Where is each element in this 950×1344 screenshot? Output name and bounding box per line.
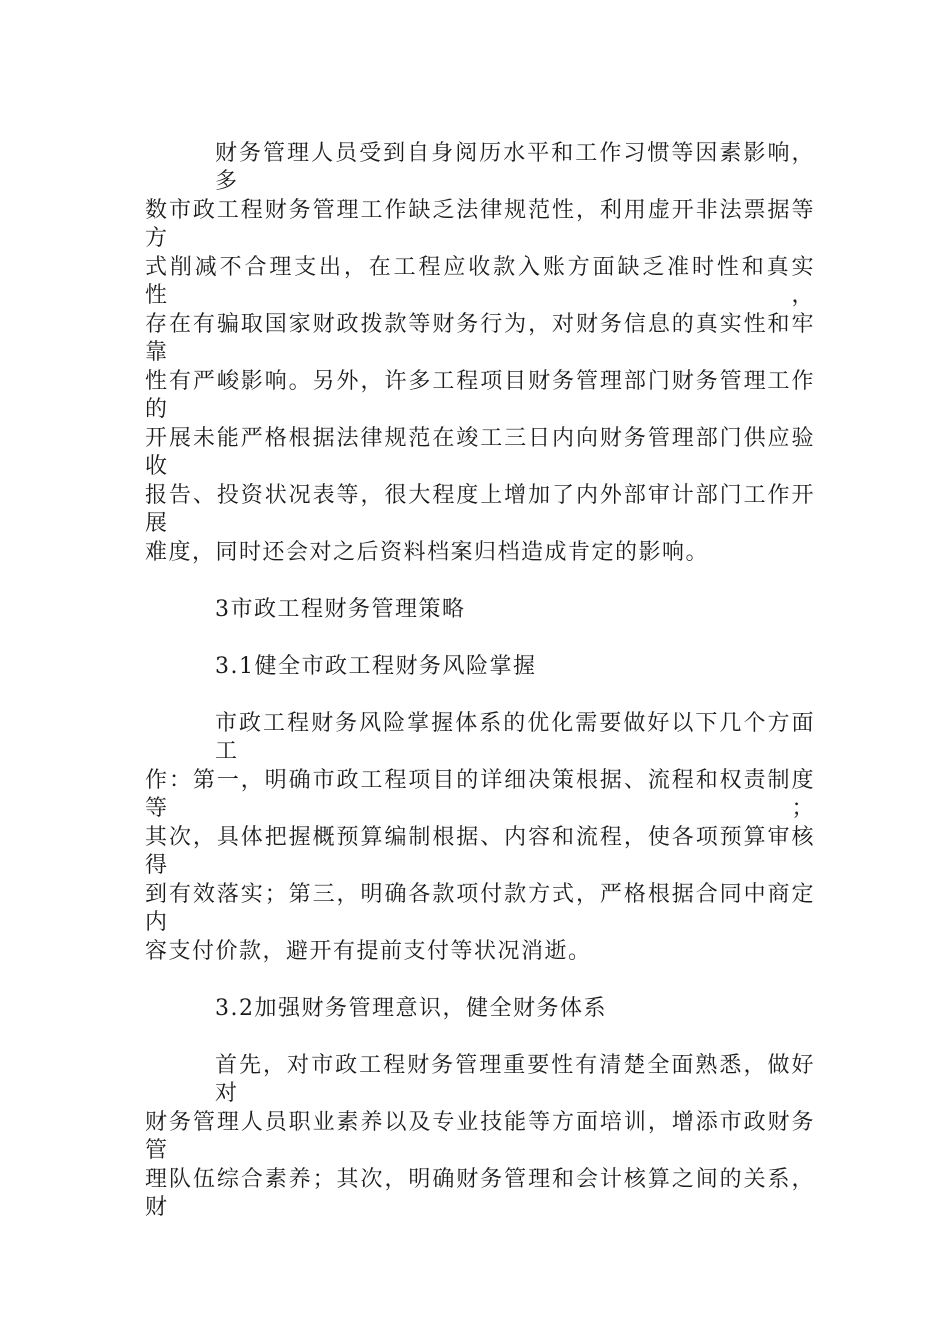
paragraph-1-line-5: 性有严峻影响。另外，许多工程项目财务管理部门财务管理工作的: [145, 369, 815, 422]
paragraph-3-line-3: 理队伍综合素养；其次，明确财务管理和会计核算之间的关系，财: [145, 1167, 815, 1220]
paragraph-1-line-6: 开展未能严格根据法律规范在竣工三日内向财务管理部门供应验收: [145, 426, 815, 479]
paragraph-2-line-3: 其次，具体把握概预算编制根据、内容和流程，使各项预算审核得: [145, 825, 815, 878]
paragraph-1-line-1: 财务管理人员受到自身阅历水平和工作习惯等因素影响，多: [215, 141, 815, 194]
subsection-heading-3-1: 3.1健全市政工程财务风险掌握: [215, 654, 537, 679]
paragraph-1-line-4: 存在有骗取国家财政拨款等财务行为，对财务信息的真实性和牢靠: [145, 312, 815, 365]
paragraph-2-line-4: 到有效落实；第三，明确各款项付款方式，严格根据合同中商定内: [145, 882, 815, 935]
paragraph-2-line-1: 市政工程财务风险掌握体系的优化需要做好以下几个方面工: [215, 711, 815, 764]
paragraph-1-line-8: 难度，同时还会对之后资料档案归档造成肯定的影响。: [145, 540, 710, 565]
subsection-heading-3-2: 3.2加强财务管理意识，健全财务体系: [215, 996, 607, 1021]
paragraph-1-line-3: 式削减不合理支出，在工程应收款入账方面缺乏准时性和真实性，: [145, 255, 815, 308]
paragraph-2-line-2: 作：第一，明确市政工程项目的详细决策根据、流程和权责制度等；: [145, 768, 815, 821]
paragraph-1-line-7: 报告、投资状况表等，很大程度上增加了内外部审计部门工作开展: [145, 483, 815, 536]
paragraph-1-line-2: 数市政工程财务管理工作缺乏法律规范性，利用虚开非法票据等方: [145, 198, 815, 251]
paragraph-2-line-5: 容支付价款，避开有提前支付等状况消逝。: [145, 939, 592, 964]
section-heading-3: 3市政工程财务管理策略: [215, 597, 466, 622]
paragraph-3-line-2: 财务管理人员职业素养以及专业技能等方面培训，增添市政财务管: [145, 1110, 815, 1163]
paragraph-3-line-1: 首先，对市政工程财务管理重要性有清楚全面熟悉，做好对: [215, 1053, 815, 1106]
